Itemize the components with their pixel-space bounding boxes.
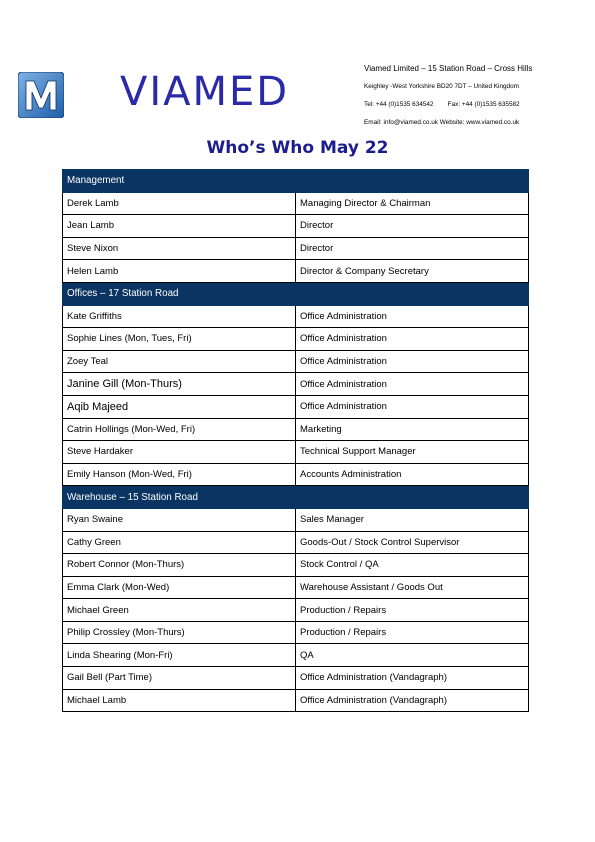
staff-name: Steve Nixon — [63, 237, 296, 260]
table-row — [63, 395, 529, 418]
staff-role: Office Administration — [296, 350, 529, 373]
staff-role: Sales Manager — [296, 508, 529, 531]
address-line-phone: Tel: +44 (0)1535 634542 Fax: +44 (0)1535 635582 — [364, 101, 520, 108]
staff-name: Emily Hanson (Mon-Wed, Fri) — [63, 463, 296, 486]
staff-role: Warehouse Assistant / Goods Out — [296, 576, 529, 599]
staff-name: Catrin Hollings (Mon-Wed, Fri) — [63, 418, 296, 441]
staff-role: Accounts Administration — [296, 463, 529, 486]
staff-name: Ryan Swaine — [63, 508, 296, 531]
company-address — [364, 60, 532, 132]
table-row — [63, 237, 529, 260]
staff-name: Philip Crossley (Mon-Thurs) — [63, 621, 296, 644]
table-row — [63, 531, 529, 554]
staff-role: Office Administration — [296, 328, 529, 351]
staff-name: Janine Gill (Mon-Thurs) — [63, 373, 296, 396]
staff-name: Gail Bell (Part Time) — [63, 667, 296, 690]
table-row — [63, 192, 529, 215]
staff-role: Managing Director & Chairman — [296, 192, 529, 215]
table-row — [63, 215, 529, 238]
staff-name: Zoey Teal — [63, 350, 296, 373]
section-header-offices — [63, 282, 529, 305]
staff-name: Linda Shearing (Mon-Fri) — [63, 644, 296, 667]
staff-role: Goods-Out / Stock Control Supervisor — [296, 531, 529, 554]
staff-role: Office Administration (Vandagraph) — [296, 689, 529, 712]
table-row — [63, 328, 529, 351]
staff-name: Derek Lamb — [63, 192, 296, 215]
section-header-management — [63, 170, 529, 193]
table-row — [63, 441, 529, 464]
staff-name: Steve Hardaker — [63, 441, 296, 464]
staff-role: Production / Repairs — [296, 621, 529, 644]
staff-role: Marketing — [296, 418, 529, 441]
table-row — [63, 305, 529, 328]
staff-role: QA — [296, 644, 529, 667]
table-row — [63, 373, 529, 396]
staff-name: Michael Green — [63, 599, 296, 622]
address-line-town: Keighley -West Yorkshire BD20 7DT – United Kingdom — [364, 83, 519, 90]
table-row — [63, 554, 529, 577]
address-line-company: Viamed Limited – 15 Station Road – Cross Hills — [364, 64, 533, 73]
page-title: Who’s Who May 22 — [206, 138, 389, 158]
staff-name: Jean Lamb — [63, 215, 296, 238]
viamed-logo-icon — [18, 72, 64, 118]
staff-role: Director — [296, 237, 529, 260]
staff-role: Stock Control / QA — [296, 554, 529, 577]
staff-role: Office Administration — [296, 305, 529, 328]
table-row — [63, 689, 529, 712]
staff-role: Director & Company Secretary — [296, 260, 529, 283]
table-row — [63, 508, 529, 531]
table-row — [63, 621, 529, 644]
staff-name: Kate Griffiths — [63, 305, 296, 328]
table-row — [63, 350, 529, 373]
staff-role: Office Administration — [296, 395, 529, 418]
table-row — [63, 463, 529, 486]
table-row — [63, 667, 529, 690]
staff-role: Production / Repairs — [296, 599, 529, 622]
section-title: Management — [63, 170, 529, 193]
staff-name: Aqib Majeed — [63, 395, 296, 418]
section-title: Offices – 17 Station Road — [63, 282, 529, 305]
staff-name: Michael Lamb — [63, 689, 296, 712]
staff-table — [62, 169, 529, 712]
section-title: Warehouse – 15 Station Road — [63, 486, 529, 509]
viamed-wordmark: VIAMED — [120, 69, 290, 115]
table-row — [63, 576, 529, 599]
staff-role: Director — [296, 215, 529, 238]
staff-name: Robert Connor (Mon-Thurs) — [63, 554, 296, 577]
table-row — [63, 418, 529, 441]
table-row — [63, 260, 529, 283]
staff-role: Office Administration (Vandagraph) — [296, 667, 529, 690]
staff-name: Emma Clark (Mon-Wed) — [63, 576, 296, 599]
staff-name: Sophie Lines (Mon, Tues, Fri) — [63, 328, 296, 351]
table-row — [63, 644, 529, 667]
staff-name: Helen Lamb — [63, 260, 296, 283]
section-header-warehouse — [63, 486, 529, 509]
staff-role: Office Administration — [296, 373, 529, 396]
staff-name: Cathy Green — [63, 531, 296, 554]
address-line-email: Email: info@viamed.co.uk Website: www.viamed.co.uk — [364, 119, 520, 126]
staff-role: Technical Support Manager — [296, 441, 529, 464]
table-row — [63, 599, 529, 622]
